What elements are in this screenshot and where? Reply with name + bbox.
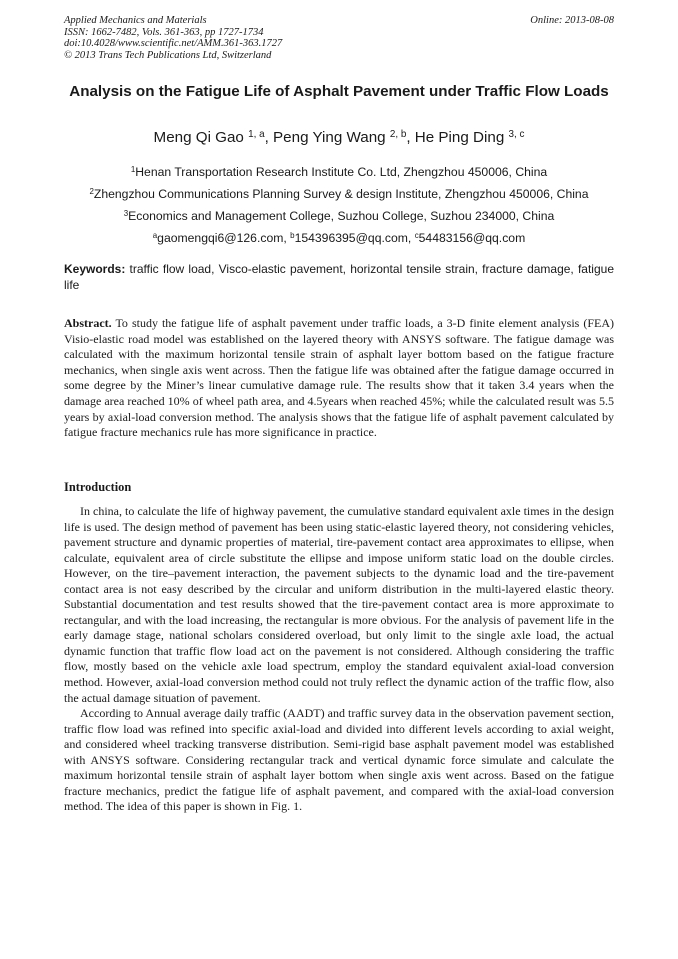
keywords-label: Keywords: [64, 262, 126, 276]
body-paragraph: In china, to calculate the life of highway pavement, the cumulative standard equivalent axle times in the design life is used. The design method of pavement has been using static-elastic layered theory, not considering vehicles, pavement structure and dynamic properties of material, tire-pavement contact area approximates to ellipse, when calculate, equivalent area of circle substitute the ellipse and impose uniform static load on the double circles. However, on the tire–pavement interaction, the pavement subjects to the dynamic load and the tire-pavement contact area is not easy described by the circular and uniform distribution in the multi-layered elastic theory. Substantial documentation and test results showed that the tire-pavement contact area is more approximate to rectangular, and with the load increasing, the rectangular is more obvious. For the analysis of pavement life in the early damage stage, national scholars considered overload, but only limit to the single axle load, the actual dynamic function that traffic flow load act on the pavement is not considered. Although considering the traffic flow, mostly based on the vehicle axle load spectrum, employ the standard equivalent axial-load conversion method. However, axial-load conversion method could not truly reflect the dynamic action of the traffic flow, also the actual damage situation of pavement. [64, 504, 614, 705]
author-separator: , [406, 129, 415, 146]
affiliation-line [64, 183, 614, 205]
email-line [64, 227, 614, 249]
email-marker: b [290, 231, 295, 241]
email-address[interactable]: 54483156@qq.com [418, 231, 526, 245]
affiliation-line [64, 205, 614, 227]
email-marker: c [414, 231, 419, 241]
affiliation-block [64, 161, 614, 249]
affiliation-line [64, 161, 614, 183]
body-paragraph: According to Annual average daily traffic (AADT) and traffic survey data in the observation pavement section, traffic flow load was refined into specific axial-load and divided into different levels according to axial weight, and considered wheel tracking transverse distribution. Semi-rigid base asphalt pavement model was established with ANSYS software. Considering rectangular track and vertical dynamic force simulate and calculate the maximum horizontal tensile strain of asphalt layer bottom when single axis went across. Based on the fatigue fracture mechanics, predict the fatigue life of asphalt pavement, and compared with the axial-load conversion method. The idea of this paper is shown in Fig. 1. [64, 706, 614, 814]
author-name: He Ping Ding [414, 129, 505, 146]
author-list [64, 128, 614, 148]
keywords-text: traffic flow load, Visco-elastic pavement, horizontal tensile strain, fracture damage, fatigue life [64, 262, 614, 292]
introduction-body [64, 504, 614, 815]
affiliation-marker: 2 [89, 187, 94, 197]
abstract-text: To study the fatigue life of asphalt pavement under traffic loads, a 3-D finite element analysis (FEA) Visio-elastic road model was established on the layered theory with ANSYS software. The fatigue damage was calculated with the maximum horizontal tensile strain of asphalt layer bottom based on the fatigue fracture mechanics, when single axis went across. Then the fatigue life was obtained after the fatigue damage occurred in some degree by the Miner’s linear cumulative damage rule. The results show that it taken 3.4 years when the damage area reached 10% of wheel path area, and 4.5years when reached 45%; while the calculated result was 5.5 years by axial-load conversion method. The analysis shows that the fatigue life of asphalt pavement calculated by fatigue fracture mechanics rule has more significance in practice. [64, 316, 614, 440]
abstract-label: Abstract. [64, 316, 112, 330]
author-name: Meng Qi Gao [153, 129, 244, 146]
email-marker: a [152, 231, 158, 241]
author-separator: , [264, 129, 274, 146]
email-address[interactable]: 154396395@qq.com, [294, 231, 415, 245]
author-affiliation-marker: 3, c [508, 129, 525, 141]
online-date: Online: 2013-08-08 [530, 15, 614, 26]
journal-header [64, 15, 614, 61]
journal-name: Applied Mechanics and Materials [64, 15, 207, 26]
copyright-line: © 2013 Trans Tech Publications Ltd, Switzerland [64, 49, 272, 61]
author-name: Peng Ying Wang [273, 129, 386, 146]
affiliation-text: Henan Transportation Research Institute Co. Ltd, Zhengzhou 450006, China [135, 165, 548, 179]
affiliation-text: Economics and Management College, Suzhou College, Suzhou 234000, China [128, 209, 555, 223]
keywords-block [64, 262, 614, 294]
author-affiliation-marker: 2, b [389, 129, 407, 141]
author-affiliation-marker: 1, a [248, 129, 265, 141]
doi-link[interactable]: doi:10.4028/www.scientific.net/AMM.361-363.1727 [64, 38, 283, 50]
issn-line: ISSN: 1662-7482, Vols. 361-363, pp 1727-1734 [64, 26, 264, 38]
paper-title: Analysis on the Fatigue Life of Asphalt Pavement under Traffic Flow Loads [69, 83, 609, 100]
affiliation-marker: 1 [130, 165, 136, 175]
section-heading-introduction: Introduction [64, 480, 132, 494]
affiliation-text: Zhengzhou Communications Planning Survey & design Institute, Zhengzhou 450006, China [93, 187, 589, 201]
affiliation-marker: 3 [123, 209, 129, 219]
abstract-block [64, 316, 614, 441]
email-address[interactable]: gaomengqi6@126.com, [157, 231, 291, 245]
